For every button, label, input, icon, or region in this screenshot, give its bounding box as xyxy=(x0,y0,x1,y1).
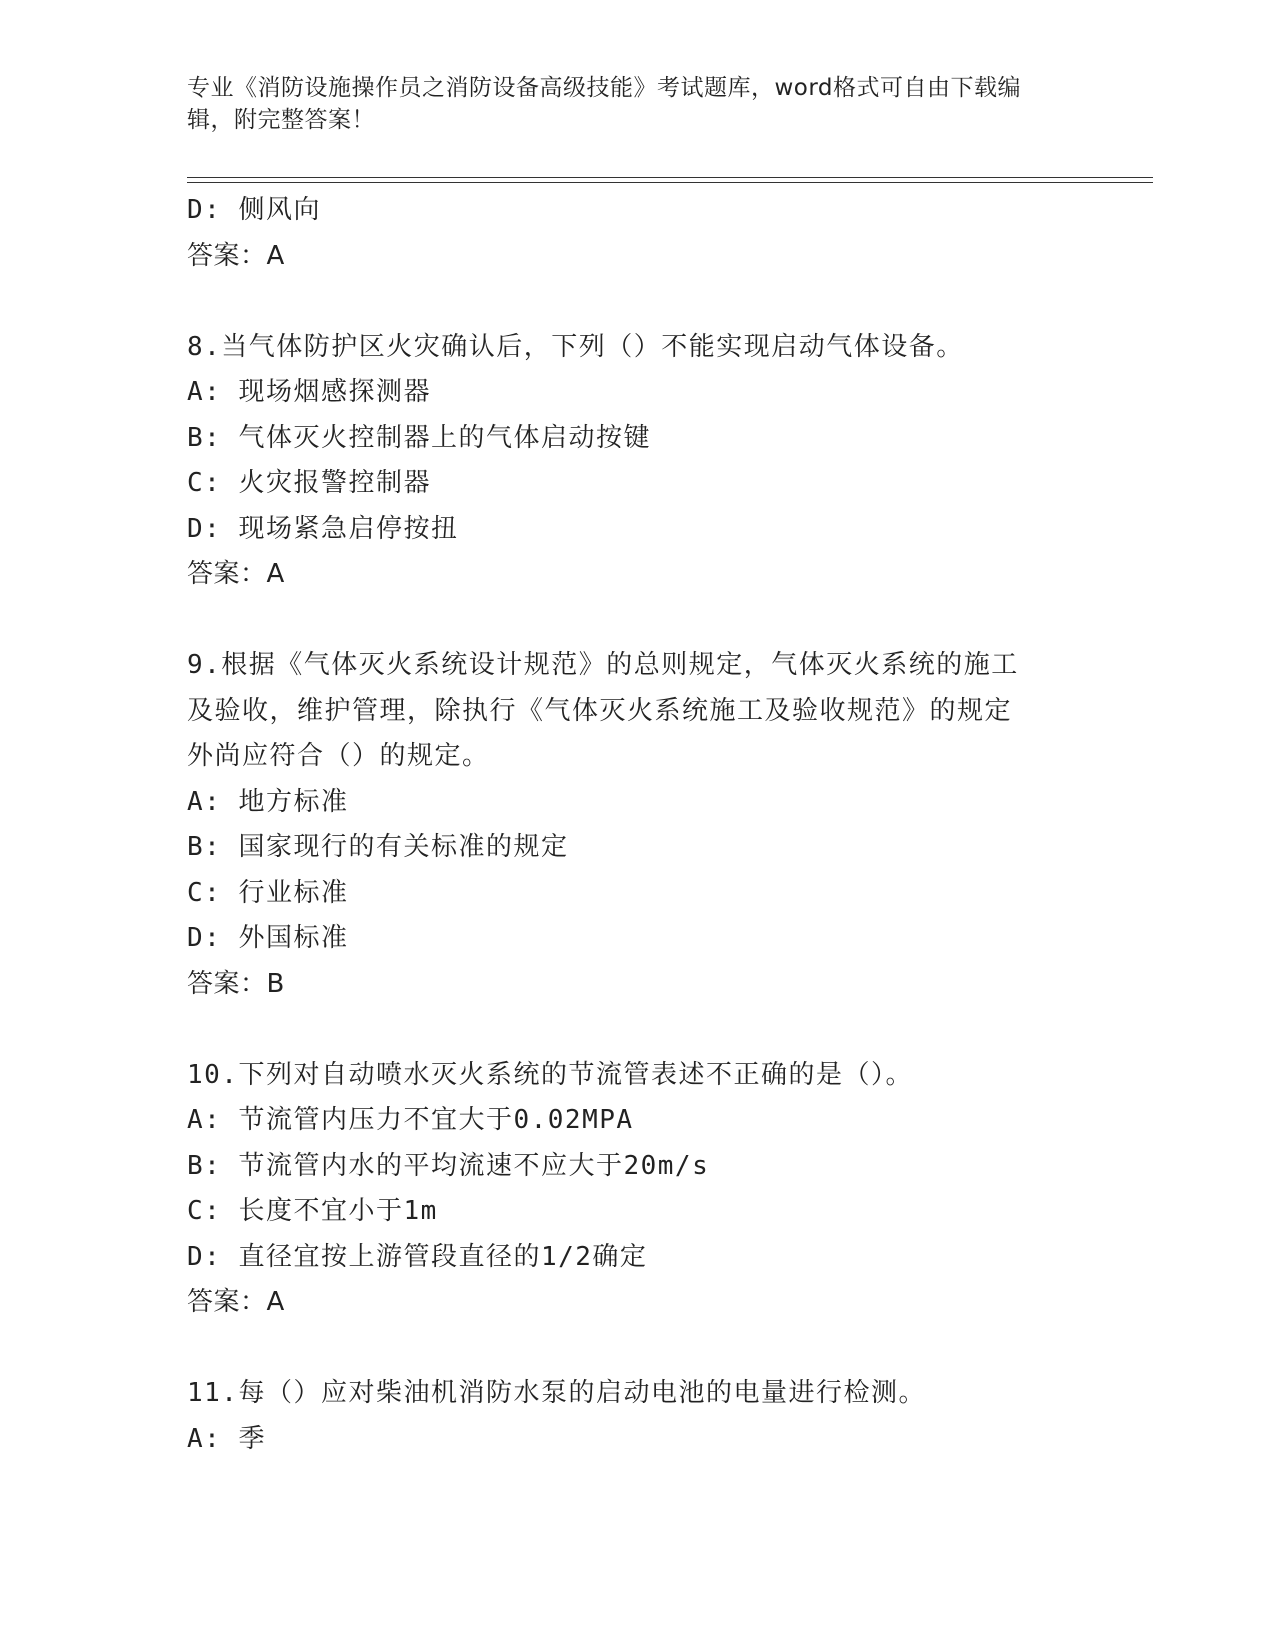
question-10-stem: 10.下列对自动喷水灭火系统的节流管表述不正确的是（）。 xyxy=(187,1059,913,1090)
question-9-option-d: D: 外国标准 xyxy=(187,923,349,953)
question-10-option-b: B: 节流管内水的平均流速不应大于20m/s xyxy=(187,1150,710,1181)
question-content xyxy=(187,188,1067,1462)
question-10-answer: 答案：A xyxy=(187,1287,285,1317)
question-11-option-a: A: 季 xyxy=(187,1423,266,1454)
header-rule-bottom xyxy=(187,182,1153,183)
question-9-stem-line-2: 及验收，维护管理，除执行《气体灭火系统施工及验收规范》的规定 xyxy=(187,695,1013,726)
question-8-option-c: C: 火灾报警控制器 xyxy=(187,468,431,498)
option-d: D: 侧风向 xyxy=(187,195,321,225)
spacer xyxy=(187,1007,1067,1053)
question-10-option-d: D: 直径宜按上游管段直径的1/2确定 xyxy=(187,1241,648,1272)
answer: 答案：A xyxy=(187,240,285,271)
spacer xyxy=(187,598,1067,644)
question-9-answer: 答案：B xyxy=(187,968,285,999)
question-8-option-b: B: 气体灭火控制器上的气体启动按键 xyxy=(187,422,651,453)
spacer xyxy=(187,279,1067,325)
spacer xyxy=(187,1326,1067,1372)
question-10-option-a: A: 节流管内压力不宜大于0.02MPA xyxy=(187,1105,634,1135)
document-header xyxy=(187,72,1067,136)
question-10-option-c: C: 长度不宜小于1m xyxy=(187,1196,438,1226)
question-11-stem: 11.每（）应对柴油机消防水泵的启动电池的电量进行检测。 xyxy=(187,1378,926,1408)
question-8-answer: 答案：A xyxy=(187,559,285,589)
question-9-option-b: B: 国家现行的有关标准的规定 xyxy=(187,832,569,862)
header-text: 专业《消防设施操作员之消防设备高级技能》考试题库，word格式可自由下载编辑，附完整答案！ xyxy=(187,75,1022,133)
question-9-option-a: A: 地方标准 xyxy=(187,786,349,817)
question-8-option-d: D: 现场紧急启停按扭 xyxy=(187,513,459,544)
question-9-stem-line-1: 9.根据《气体灭火系统设计规范》的总则规定，气体灭火系统的施工 xyxy=(187,650,1019,680)
question-8-stem: 8.当气体防护区火灾确认后，下列（）不能实现启动气体设备。 xyxy=(187,331,964,362)
header-rule-top xyxy=(187,177,1153,178)
question-9-option-c: C: 行业标准 xyxy=(187,877,349,908)
question-8-option-a: A: 现场烟感探测器 xyxy=(187,377,431,407)
question-9-stem-line-3: 外尚应符合（）的规定。 xyxy=(187,741,490,771)
